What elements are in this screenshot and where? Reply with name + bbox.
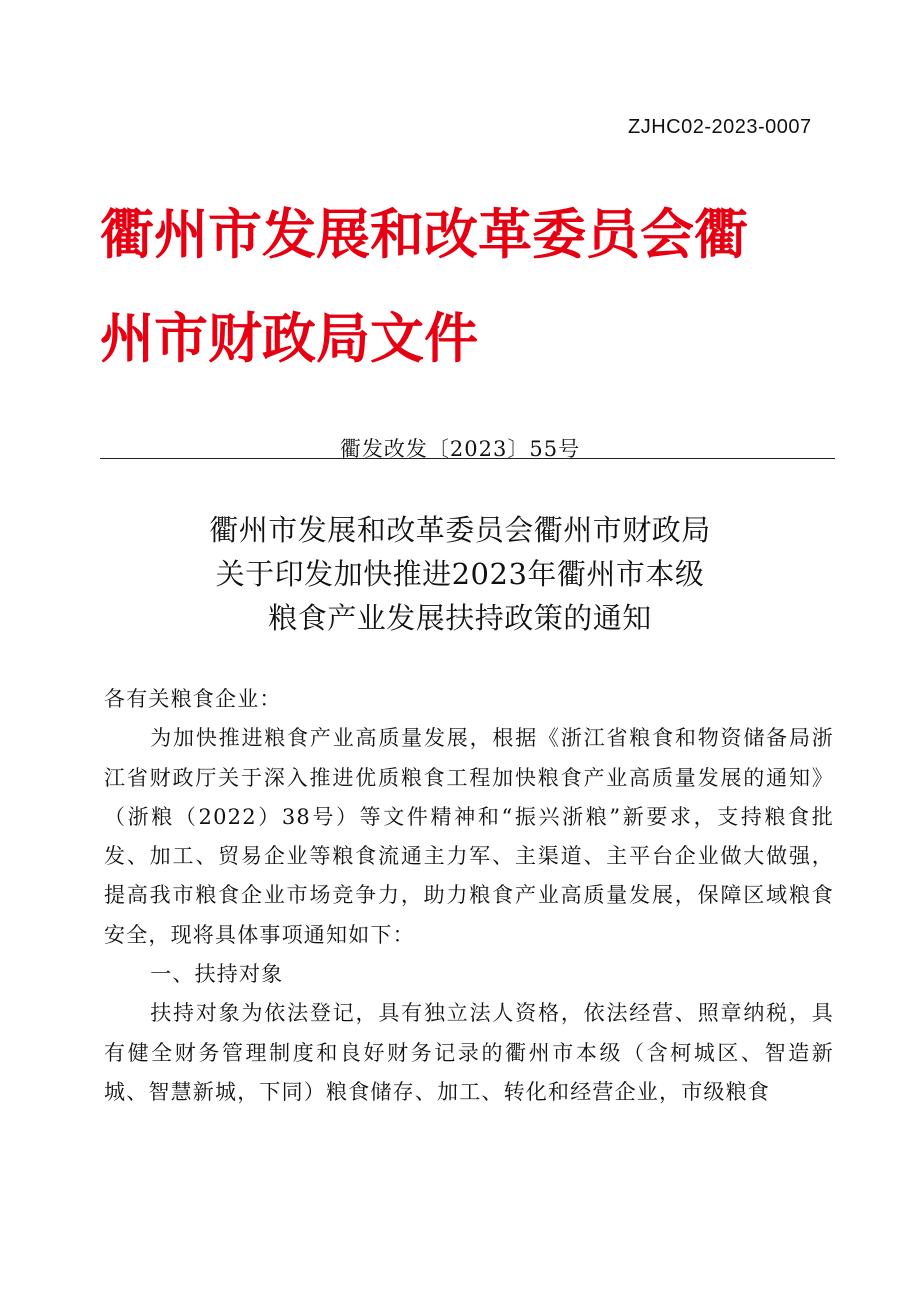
salutation: 各有关粮食企业： [104,687,282,711]
section-1-paragraph: 扶持对象为依法登记，具有独立法人资格，依法经营、照章纳税，具有健全财务管理制度和良好财务记录的衢州市本级（含柯城区、智造新城、智慧新城，下同）粮食储存、加工、转化和经营企业，市级粮食 [104,1001,834,1104]
title-line-2: 关于印发加快推进2023年衢州市本级 [215,557,705,591]
title-line-3: 粮食产业发展扶持政策的通知 [268,601,652,635]
red-header-line-1: 衢州市发展和改革委员会衢 [100,203,748,266]
document-code: ZJHC02-2023-0007 [628,116,812,138]
section-1-heading: 一、扶持对象 [150,962,284,987]
document-body [104,680,834,1112]
title-line-1: 衢州市发展和改革委员会衢州市财政局 [209,513,711,547]
red-header-line-2: 州市财政局文件 [100,307,478,370]
header-divider [100,458,835,459]
intro-paragraph: 为加快推进粮食产业高质量发展，根据《浙江省粮食和物资储备局浙江省财政厅关于深入推进优质粮食工程加快粮食产业高质量发展的通知》（浙粮（2022）38号）等文件精神和“振兴浙粮”新要求，支持粮食批发、加工、贸易企业等粮食流通主力军、主渠道、主平台企业做大做强，提高我市粮食企业市场竞争力，助力粮食产业高质量发展，保障区域粮食安全，现将具体事项通知如下： [104,726,834,947]
issue-number: 衢发改发〔2023〕55号 [339,437,581,461]
red-header [100,183,820,391]
document-title [0,508,920,640]
